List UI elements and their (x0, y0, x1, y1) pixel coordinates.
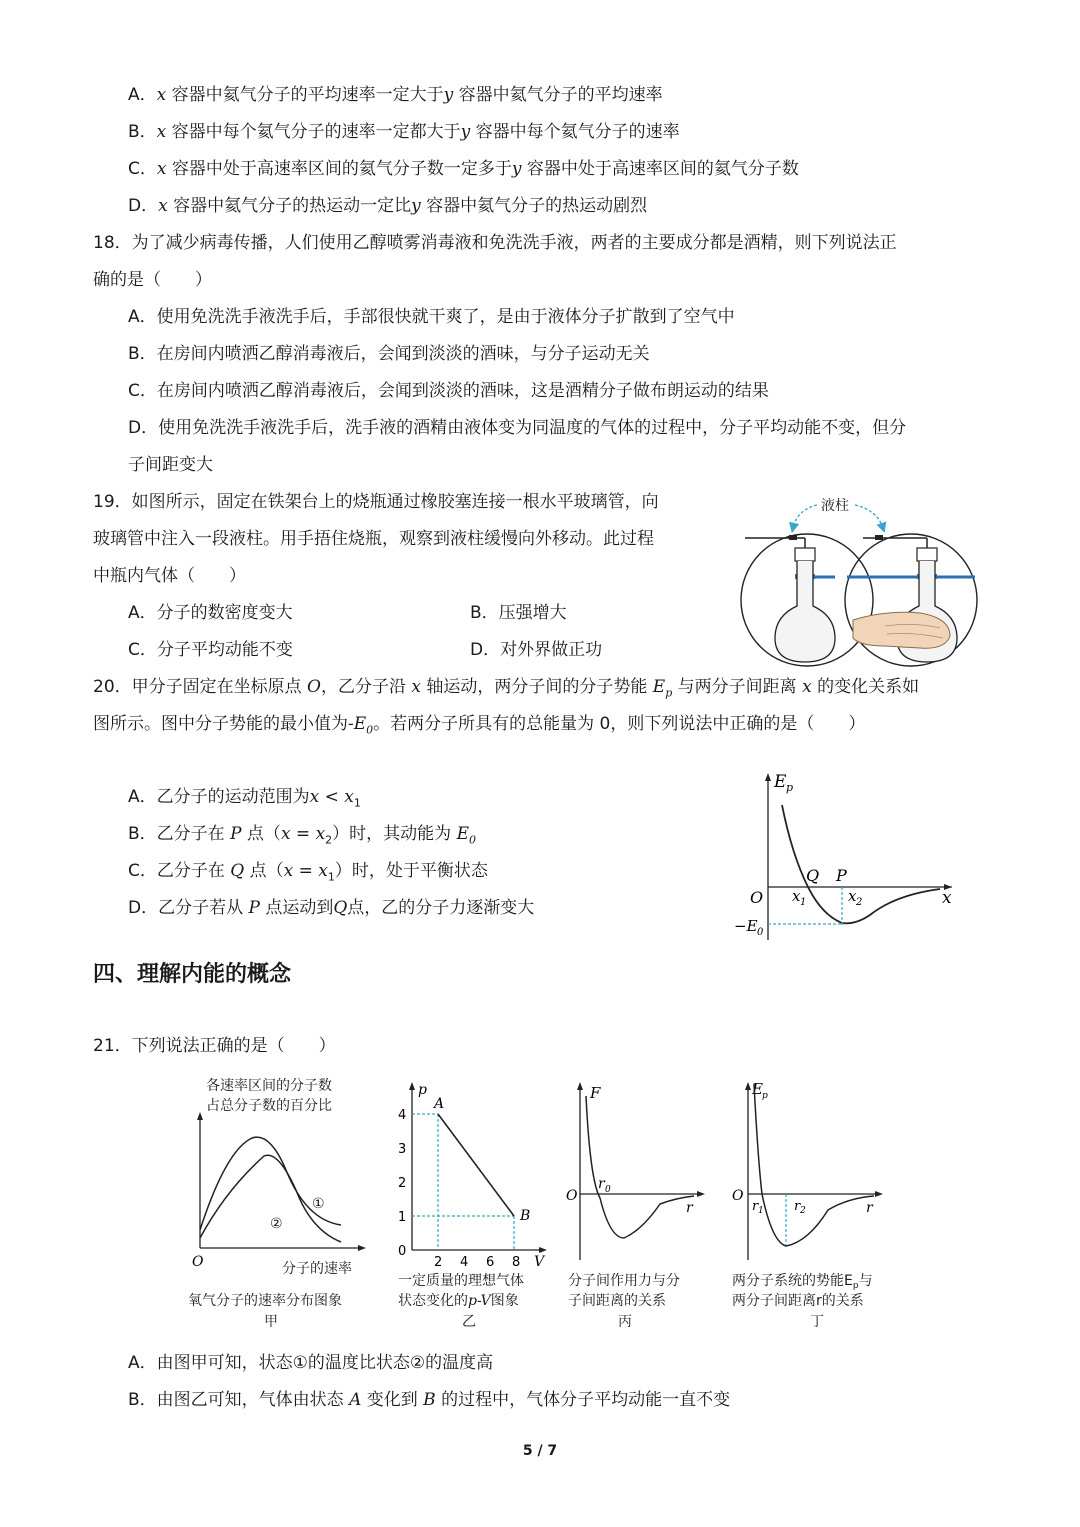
x1-label: x (792, 887, 801, 905)
yi-ytick-label: 4 (398, 1108, 407, 1123)
jia-ylabel-1: 各速率区间的分子数 (206, 1078, 332, 1094)
q17-option-b: B．x 容器中每个氦气分子的速率一定都大于y 容器中每个氦气分子的速率 (128, 122, 680, 142)
origin-label: O (750, 888, 764, 907)
jia-xlabel: 分子的速率 (282, 1261, 352, 1277)
jia-caption: 氧气分子的速率分布图象 (188, 1293, 342, 1309)
left-stopper (795, 548, 815, 561)
q18-option-a: A．使用免洗洗手液洗手后，手部很快就干爽了，是由于液体分子扩散到了空气中 (128, 307, 735, 327)
yi-xlabel: V (534, 1254, 545, 1270)
ding-ylabel: E (752, 1080, 763, 1098)
q17-option-c: C．x 容器中处于高速率区间的氦气分子数一定多于y 容器中处于高速率区间的氦气分子数 (128, 159, 799, 179)
q19-option-b: B．压强增大 (470, 603, 567, 623)
ding-r2-sub: 2 (800, 1206, 806, 1216)
q17-option-a: A．x 容器中氦气分子的平均速率一定大于y 容器中氦气分子的平均速率 (128, 85, 663, 105)
ding-curve (754, 1084, 874, 1246)
ding-origin: O (732, 1188, 744, 1204)
ding-r1-sub: 1 (758, 1206, 764, 1216)
q18-option-c: C．在房间内喷洒乙醇消毒液后，会闻到淡淡的酒味，这是酒精分子做布朗运动的结果 (128, 381, 769, 401)
right-stopper (917, 548, 937, 561)
q19-stem-line3: 中瓶内气体（ ） (93, 566, 246, 586)
page-number: 5 / 7 (522, 1443, 558, 1459)
yi-caption-1: 一定质量的理想气体 (398, 1273, 524, 1289)
bing-caption-2: 子间距离的关系 (568, 1293, 666, 1309)
bing-r0: r (598, 1176, 605, 1192)
ding-r2: r (794, 1199, 801, 1214)
q20-option-c: C．乙分子在 Q 点$(x = x_1)$时，处于平衡状态 (128, 861, 488, 884)
point-p-label: P (836, 866, 847, 885)
ep-axis-sub: p (786, 781, 794, 794)
jia-name: 甲 (264, 1314, 278, 1330)
q19-option-c: C．分子平均动能不变 (128, 640, 293, 660)
ding-caption-2: 两分子间距离r的关系 (732, 1293, 864, 1309)
q19-stem-line2: 玻璃管中注入一段液柱。用手捂住烧瓶，观察到液柱缓慢向外移动。此过程 (93, 529, 654, 549)
ding-name: 丁 (810, 1314, 824, 1330)
yi-xtick-label: 8 (512, 1255, 521, 1270)
bing-name: 丙 (618, 1314, 632, 1330)
left-liquid-column (789, 535, 797, 540)
yi-point-b: B (520, 1208, 531, 1224)
x1-sub: 1 (800, 897, 807, 908)
bing-caption-1: 分子间作用力与分 (568, 1273, 680, 1289)
q18-option-b: B．在房间内喷洒乙醇消毒液后，会闻到淡淡的酒味，与分子运动无关 (128, 344, 650, 364)
jia-ylabel-2: 占总分子数的百分比 (206, 1098, 332, 1114)
bing-r0-sub: 0 (605, 1185, 611, 1195)
q18-option-d-line1: D．使用免洗洗手液洗手后，洗手液的酒精由液体变为同温度的气体的过程中，分子平均动能不变，但分 (128, 418, 907, 438)
ding-caption-1: 两分子系统的势能$E_p$与 (732, 1273, 873, 1291)
bing-origin: O (566, 1188, 578, 1204)
section-4-title: 四、理解内能的概念 (93, 962, 292, 987)
fig-yi (392, 1070, 562, 1340)
yi-ytick-label: 3 (398, 1142, 407, 1157)
fig-bing (560, 1070, 710, 1340)
q21-option-a: A．由图甲可知，状态①的温度比状态②的温度高 (128, 1353, 494, 1373)
jia-curve-1-label: ① (312, 1196, 325, 1212)
e0-label: −E (734, 917, 758, 935)
q19-option-d: D．对外界做正功 (470, 640, 603, 660)
hand-icon (853, 612, 950, 648)
x2-label: x (848, 887, 857, 905)
q19-stem-line1: 19．如图所示，固定在铁架台上的烧瓶通过橡胶塞连接一根水平玻璃管，向 (93, 492, 659, 512)
yi-ytick-label: 1 (398, 1210, 407, 1225)
q20-stem-line2: 图所示。图中分子势能的最小值为$-E_0$。若两分子所具有的总能量为 0，则下列说法中正确的是（ ） (93, 714, 866, 737)
yi-ytick-label: 2 (398, 1176, 407, 1191)
q20-option-a: A．乙分子的运动范围为$x < x_1$ (128, 787, 361, 810)
e0-sub: 0 (757, 927, 764, 938)
q20-option-b: B．乙分子在 P 点$(x = x_2)$时，其动能为 $E_0$ (128, 824, 476, 847)
x2-sub: 2 (856, 897, 863, 908)
right-liquid-column (875, 535, 883, 540)
yi-caption-2: 状态变化的p-V图象 (398, 1293, 519, 1309)
yi-ylabel: p (418, 1082, 427, 1098)
point-q-label: Q (806, 866, 820, 885)
ep-axis-label: E (774, 772, 787, 792)
yi-ytick-label: 0 (398, 1244, 407, 1259)
jia-origin: O (192, 1254, 204, 1270)
yi-xtick-label: 6 (486, 1255, 495, 1270)
jia-curve-2-label: ② (270, 1216, 283, 1232)
liquid-arrow-right (855, 505, 883, 528)
ding-xlabel: r (866, 1200, 873, 1216)
yi-xtick-label: 4 (460, 1255, 469, 1270)
yi-point-a: A (434, 1096, 445, 1112)
liquid-arrow-left (793, 505, 817, 528)
fig-jia (186, 1070, 386, 1340)
yi-name: 乙 (462, 1314, 476, 1330)
ding-r1: r (752, 1199, 759, 1214)
liquid-column-label: 液柱 (821, 498, 849, 514)
fig-ding (728, 1070, 903, 1340)
bing-curve (586, 1096, 694, 1238)
q20-ep-graph (730, 765, 960, 945)
yi-process-line (438, 1114, 514, 1216)
ding-ylabel-sub: p (762, 1091, 768, 1101)
q18-stem-line2: 确的是（ ） (93, 270, 212, 290)
bing-xlabel: r (686, 1200, 693, 1216)
q17-option-d: D．x 容器中氦气分子的热运动一定比y 容器中氦气分子的热运动剧烈 (128, 196, 648, 216)
q20-stem-line1: 20．甲分子固定在坐标原点 O，乙分子沿 x 轴运动，两分子间的分子势能 $E_p$ 与两分子间距离 x 的变化关系如 (93, 677, 920, 700)
yi-xtick-label: 2 (434, 1255, 443, 1270)
q21-stem: 21．下列说法正确的是（ ） (93, 1036, 336, 1056)
bing-ylabel: F (590, 1084, 601, 1102)
x-axis-label: x (942, 888, 952, 908)
q19-option-a: A．分子的数密度变大 (128, 603, 293, 623)
q19-flask-figure (735, 488, 995, 673)
q18-stem-line1: 18．为了减少病毒传播，人们使用乙醇喷雾消毒液和免洗洗手液，两者的主要成分都是酒精，则下列说法正 (93, 233, 897, 253)
q20-option-d: D．乙分子若从 P 点运动到Q点，乙的分子力逐渐变大 (128, 898, 535, 918)
q21-option-b: B．由图乙可知，气体由状态 A 变化到 B 的过程中，气体分子平均动能一直不变 (128, 1390, 731, 1410)
q18-option-d-line2: 子间距变大 (128, 455, 213, 475)
